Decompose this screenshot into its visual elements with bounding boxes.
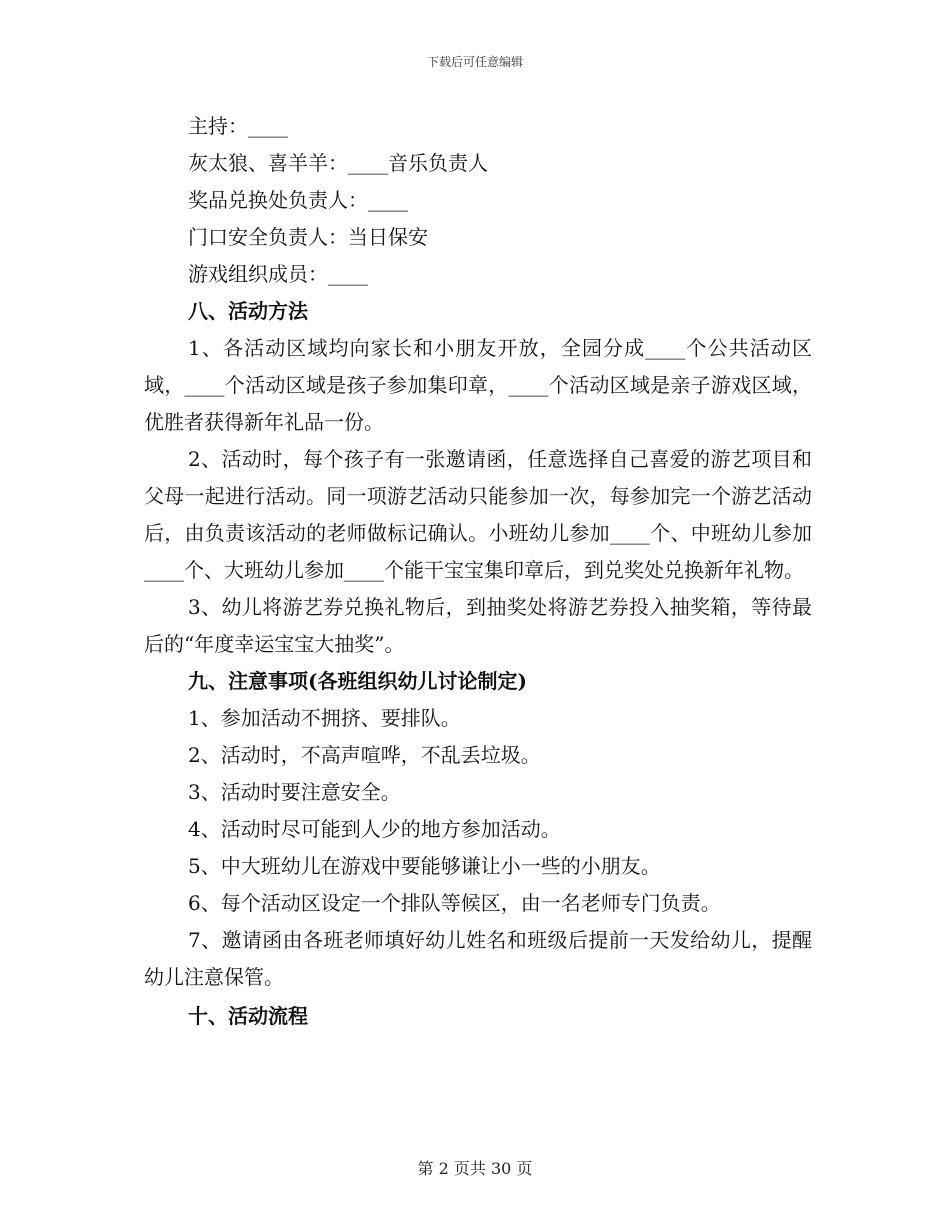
page-header: 下载后可任意编辑 xyxy=(426,55,523,69)
section-8-title: 八、活动方法 xyxy=(188,299,308,323)
role-music: 灰太狼、喜羊羊：____音乐负责人 xyxy=(188,151,488,175)
role-game-members: 游戏组织成员：____ xyxy=(188,262,368,286)
section-9-item-5: 5、中大班幼儿在游戏中要能够谦让小一些的小朋友。 xyxy=(188,854,661,878)
page-footer: 第 2 页共 30 页 xyxy=(417,1159,533,1178)
section-9-item-7: 7、邀请函由各班老师填好幼儿姓名和班级后提前一天发给幼儿，提醒幼儿注意保管。 xyxy=(144,928,812,989)
section-9-item-1: 1、参加活动不拥挤、要排队。 xyxy=(188,706,461,730)
section-9-item-2: 2、活动时，不高声喧哗，不乱丢垃圾。 xyxy=(188,743,541,767)
role-host: 主持：____ xyxy=(188,114,288,138)
document-body xyxy=(144,108,812,1035)
section-8-item-3: 3、幼儿将游艺券兑换礼物后，到抽奖处将游艺券投入抽奖箱，等待最后的“年度幸运宝宝大抽奖”。 xyxy=(144,595,812,656)
role-security: 门口安全负责人：当日保安 xyxy=(188,225,428,249)
section-9-title: 九、注意事项(各班组织幼儿讨论制定) xyxy=(188,669,527,693)
section-10-title: 十、活动流程 xyxy=(188,1004,308,1028)
section-9-item-3: 3、活动时要注意安全。 xyxy=(188,780,401,804)
section-9-item-4: 4、活动时尽可能到人少的地方参加活动。 xyxy=(188,817,561,841)
section-8-item-2: 2、活动时，每个孩子有一张邀请函，任意选择自己喜爱的游艺项目和父母一起进行活动。同一项游艺活动只能参加一次，每参加完一个游艺活动后，由负责该活动的老师做标记确认。小班幼儿参加____个、中班幼儿参加____个、大班幼儿参加____个能干宝宝集印章后，到兑奖处兑换新年礼物。 xyxy=(144,447,812,582)
section-8-item-1: 1、各活动区域均向家长和小朋友开放，全园分成____个公共活动区域，____个活动区域是孩子参加集印章，____个活动区域是亲子游戏区域，优胜者获得新年礼品一份。 xyxy=(144,336,812,434)
section-9-item-6: 6、每个活动区设定一个排队等候区，由一名老师专门负责。 xyxy=(188,891,721,915)
role-prize: 奖品兑换处负责人：____ xyxy=(188,188,408,212)
